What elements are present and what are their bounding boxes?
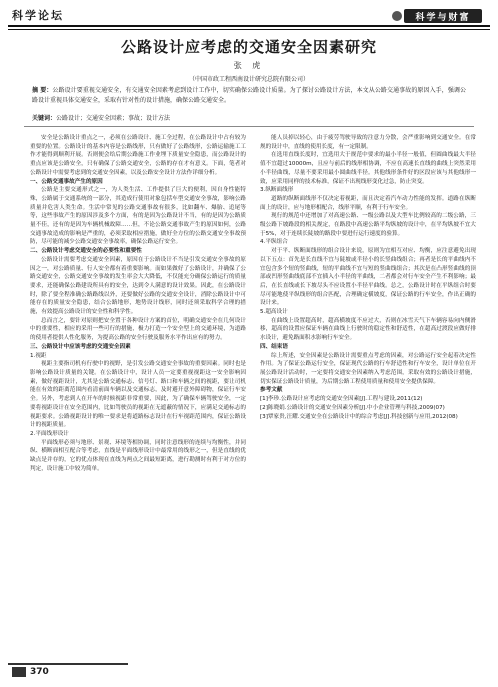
body-paragraph: 公路是主要交通形式之一，为人类生活、工作提供了巨大的便利，因自身性能特殊，公路属于交通系统的一部分，其造成行使用对象包括车型交通安全事故，影响公路质量并危害人类生命。生活中常见的公路交通事故有很多，比如翻车、爆胎、追尾等等，这些事故产生的原因涉及多个方面，有的是因为公路设计不当，有的是因为公路质量不佳，还有的是因为车辆机械故障……但，不论公路交通事故产生的原因如何，公路交通事故造成的影响是严重的，必须采取相应措施，做好全方位的公路交通安全事故预防，尽可能的减少公路交通安全事故率，确保公路运行安全。	[30, 187, 246, 246]
body-paragraph: 在选用直线长度时，宜选用大于规范中要求的最小半径一般值，但圆曲线最大半径值不宜超过10000m，且应与前后的线形相协调，不应在高速长直线的曲线上突然采用小半径曲线，尽量不要采用最小圆曲线半径。其他线形条件好的区段应该与其他线形一致，应采用同样的技术标准，保证不出现线形变化过急，防止突变。	[260, 152, 476, 185]
page-footer	[12, 667, 49, 677]
masthead-ornament-icon	[392, 11, 402, 21]
section-heading: 三、公路设计中应该考虑的交通安全因素	[30, 343, 131, 350]
section-heading: 二、公路设计考虑交通安全的必要性和重要性	[30, 248, 142, 255]
body-paragraph: 对于平、纵断面线形的组合设计来说，原则为宜相互对应、均衡，应注意避免出现以下五点：首先是长直线不宜与陡坡或半径小的长竖曲线组合；再者是长的平曲线内不宜包含多个短的竖曲线，短的平曲线不宜与短的竖曲线组合；其次是在凸形竖曲线的顶部或凹形竖曲线底部不宜插入小半径的平曲线，二者都会对行车安全产生不利影响；最后，在长直线或长下坡尽头不应设置小半径平曲线。总之，公路设计时在平纵组合时要尽可能地使平纵线形的组合匹配，合理确定横坡度，保证公路的行车安全，作出正确的设计来。	[260, 248, 476, 307]
article-author: 张 虎	[233, 61, 265, 70]
header-rule	[8, 25, 490, 27]
body-paragraph: 在曲线上设置超高时，超高横坡度不应过大，否则在冰雪天气下车辆容易向内侧滑移，超高的设置应保证车辆在曲线上行驶时的稳定性和舒适性，在超高过渡段应做好排水设计，避免路面积水影响行车安全。	[260, 317, 476, 342]
abstract-label: 摘 要：	[32, 87, 53, 94]
page-marker-icon	[12, 667, 26, 677]
subsection-heading: 2.平面线形设计	[30, 430, 69, 437]
body-paragraph: 总而言之，要针对原则把安全置于各种设计方案的首位，明确交通安全在几何设计中的重要性，相应的采用一些可行的措施，极力打造一个安全型上的交通环境，为道路的使用者提供人性化服务，为提高公路的安全行驶及服务水平作出应有的努力。	[30, 317, 246, 342]
subsection-heading: 1.视距	[30, 352, 47, 359]
section-heading: 四、结束语	[260, 343, 288, 350]
subsection-heading: 5.超高设计	[260, 309, 288, 316]
abstract-text: 公路设计要重视交通安全，有交通安全因素考虑到设计工作中，切实确保公路设计质量。为了探讨公路设计方法，本文从公路交通事故的原因入手，强调公路设计重视具体交通安全，采取有针对性的设计措施，确保公路交通安全。	[32, 87, 466, 104]
section-label: 科学论坛	[12, 9, 64, 22]
body-paragraph: 综上所述，安全因素是公路设计需要重点考虑的因素，对公路运行安全起着决定性作用。为了保证公路运行安全，保证现代公路的行车舒适性和行车安全，设计单位在开展公路设计活动时，一定要将交通安全因素纳入考虑范围，采取有效的公路设计措施，切实保证公路设计质量，为后期公路工程使用质量和使用安全提供保障。	[260, 352, 476, 385]
reference-item: [3]覃家贵,汪耀.交通安全在公路设计中的综合考虑[J].科技创新与应用,2012(08)	[260, 413, 458, 420]
reference-item: [1]李珍.公路设计应考虑的交通安全因素[J].工程与建设,2011(12)	[260, 396, 423, 403]
section-heading: 一、公路交通事故产生的原因	[30, 178, 103, 185]
body-paragraph: 公路设计需要考虑交通安全因素，原因在于公路设计不当是引发交通安全事故的原因之一，对公路质量、行人安全都有着重要影响。而如果做好了公路设计，并确保了公路交通安全，公路交通安全事故的发生率会大大降低，不仅能充分确保公路运行的质量要求，还能确保公路建设所具有的安全，达到令人满意的设计效果。因此，在公路设计时，除了要全程准确公路路线以外，还要做好公路的交通安全设计，消除公路设计中可能存在的质量安全隐患，结合公路地形，地势设计线形，同时还须采取科学合理的措施，有效提高公路设计的安全性和科学性。	[30, 256, 246, 316]
subsection-heading: 4.平纵组合	[260, 239, 288, 246]
page-number: 370	[30, 667, 49, 677]
running-header	[8, 6, 490, 22]
article-title: 公路设计应考虑的交通安全因素研究	[120, 38, 377, 56]
keywords-label: 关键词：	[32, 115, 57, 122]
abstract-divider	[24, 126, 474, 127]
journal-masthead: 科学与财富	[404, 9, 482, 23]
body-column-right	[260, 134, 476, 421]
keywords	[32, 114, 466, 123]
reference-item: [2]陈晓娟.公路设计的交通安全因素分析[J].中小企业管理与科技,2009(07)	[260, 404, 445, 411]
body-paragraph: 能人员掉以轻心，由于疲劳驾驶导致的注意力分散，会严重影响到交通安全。在常规的设计中，直线的使用长度，有一定限制。	[260, 135, 476, 150]
body-paragraph: 视距主要指司机有行驶中的视野，是引发公路交通安全事故的重要因素。同时也是影响公路设计质量的关键。在公路设计中，设计人员一定要重视视距这一安全影响因素，做好视距设计，尤其是公路交通标志、信号灯、路口和车辆之间的视距，要让司机能在有效的距离范围内看清前面车辆以及交通标志，及时避开意外障碍物，保证行车安全。另外，考虑到人在开车的时候视距非常重要，因此，为了确保车辆驾驶安全，一定要将视距设计在安全范围内，比如驾驶员的视距在无遮蔽的情况下，应满足交通标志的视距要求。公路视距设计的唯一要求是将道路标志设计在行车视距范围内，保证公路设计的视距质量。	[30, 361, 246, 429]
body-paragraph: 平面线形必须与地形、景观、环境等相协调，同时注意线形的连续与均衡性，并同纵、横断面相互配合等考虑，直线是平面线形设计中最常用的线形之一，但是直线的优缺点是并存的，它的优点体现在直线为两点之间最短距离，进行勘测时有利于对方位的判定，设计施工中较为简单。	[30, 439, 246, 472]
section-heading: 参考文献	[260, 387, 283, 394]
body-column-left	[30, 134, 246, 473]
abstract	[32, 86, 466, 105]
author-affiliation: （中国市政工程西南设计研究总院有限公司）	[188, 76, 309, 83]
footer-rule	[8, 663, 128, 665]
keywords-text: 公路设计；交通安全因素；事故；设计方法	[56, 115, 171, 122]
body-paragraph: 安全是公路设计重点之一，必须在公路设计、施工全过程，在公路设计中占有较为重要的位置。公路设计的基本内容是公路线形，只有做好了公路线形，公路运输施工工作才能得到顺利开展。否则便会给后期公路施工作业埋下质量安全隐患，而公路设计的重点应该是公路安全，只有确保了公路交通安全，公路的存在才有意义。下面，笔者对公路设计中需要考虑到的交通安全因素，以及公路安全设计方法作详细分析。	[30, 135, 246, 176]
body-paragraph: 现行的规范中还增加了对高速公路、一级公路以及大型车比例较高的二级公路，三级公路下坡路段的相关规定，在路段中高速公路平均纵坡的设计中，在平均纵坡不宜大于5%，对于连续长陡坡的路段中要进行运行速度的验算。	[260, 213, 476, 237]
subsection-heading: 3.纵断面线形	[260, 187, 294, 194]
body-paragraph: 道路的纵断面线形不仅决定着视距，而且决定着汽车动力性能的发挥。道路在纵断面上的设计，应与地形相配合，线形平顺，有利于行车安全。	[260, 195, 476, 211]
header-rule-thin	[8, 29, 490, 30]
